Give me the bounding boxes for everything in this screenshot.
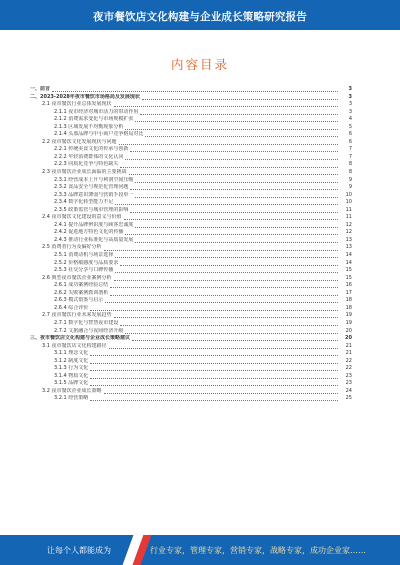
footer-tagline: 行业专家，管理专家，营销专家，战略专家，成功企业家…… (150, 546, 366, 555)
toc-entry-title: 3.1.4 物质文化 (54, 372, 89, 379)
toc-entry[interactable] (30, 131, 352, 139)
toc-entry-title: 2.3 夜市餐饮企业成长面临的主要挑战 (42, 169, 127, 176)
toc-dot-leader (135, 222, 338, 228)
toc-page-number: 5 (348, 123, 352, 130)
toc-page-number: 9 (348, 176, 352, 183)
toc-dot-leader (140, 109, 338, 115)
toc-page-number: 6 (348, 131, 352, 138)
toc-page-number: 8 (348, 169, 352, 176)
toc-dot-leader (124, 214, 338, 220)
toc-dot-leader (90, 373, 338, 379)
toc-dot-leader (130, 146, 338, 152)
toc-entry[interactable] (30, 177, 352, 185)
toc-dot-leader (110, 290, 338, 296)
page-header (0, 0, 400, 30)
toc-entry[interactable] (30, 275, 352, 283)
toc-entry-title: 2.5.3 社交分享与口碑传播 (54, 267, 114, 274)
toc-dot-leader (119, 139, 338, 145)
toc-dot-leader (132, 335, 338, 341)
toc-entry-title: 3.1 夜市餐饮店文化构建路径 (42, 342, 107, 349)
toc-dot-leader (120, 260, 338, 266)
toc-entry[interactable] (30, 229, 352, 237)
toc-entry-title: 3.1.1 理念文化 (54, 350, 89, 357)
toc-page-number: 3 (348, 108, 352, 115)
toc-entry-title: 3.1.2 制度文化 (54, 357, 89, 364)
toc-entry-title: 2.4 夜市餐饮文化建设的意义与价值 (42, 214, 122, 221)
toc-entry[interactable] (30, 328, 352, 336)
toc-entry-title: 2.5.1 消费动机与场景选择 (54, 252, 114, 259)
toc-dot-leader (110, 282, 338, 288)
toc-entry-title: 2.4.2 促进地方特色文化的传播 (54, 229, 124, 236)
toc-dot-leader (120, 162, 338, 168)
toc-entry[interactable] (30, 222, 352, 230)
toc-entry-title: 2.7.1 数字化与智慧夜市建设 (54, 319, 119, 326)
toc-entry[interactable] (30, 169, 352, 177)
toc-page-number: 12 (345, 221, 352, 228)
toc-page-number: 17 (345, 289, 352, 296)
toc-dot-leader (109, 343, 338, 349)
toc-dot-leader (125, 229, 338, 235)
toc-page-number: 10 (345, 191, 352, 198)
toc-dot-leader (125, 154, 338, 160)
toc-dot-leader (114, 275, 338, 281)
toc-page-number: 12 (345, 229, 352, 236)
toc-dot-leader (125, 124, 338, 130)
toc-entry[interactable] (30, 365, 352, 373)
toc-entry-title: 2.2.1 传统美食文化的传承与创新 (54, 146, 129, 153)
toc-page-number: 14 (345, 259, 352, 266)
toc-entry-title: 2.7 夜市餐饮行业未来发展趋势 (42, 312, 112, 319)
toc-page-number: 19 (345, 312, 352, 319)
toc-entry[interactable] (30, 207, 352, 215)
toc-entry[interactable] (30, 192, 352, 200)
toc-page-number: 23 (345, 372, 352, 379)
toc-entry[interactable] (30, 199, 352, 207)
toc-entry-title: 3.2.1 经营策略 (54, 395, 89, 402)
toc-page-number: 20 (345, 335, 352, 342)
toc-dot-leader (130, 184, 338, 190)
toc-dot-leader (90, 350, 338, 356)
toc-entry-title: 2.2.3 同质化竞争与特色缺失 (54, 161, 119, 168)
toc-entry-title: 3.2 夜市餐饮企业成长策略 (42, 387, 102, 394)
toc-entry-title: 2.4.3 推动行业标准化与高质量发展 (54, 236, 134, 243)
toc-dot-leader (135, 192, 338, 198)
report-title: 夜市餐饮店文化构建与企业成长策略研究报告 (93, 11, 307, 23)
toc-entry[interactable] (30, 395, 352, 403)
toc-entry-title: 2.6.1 成功案例经验总结 (54, 282, 109, 289)
toc-entry-title: 2.7.2 文旅融合与夜间经济升级 (54, 327, 124, 334)
toc-page-number: 11 (345, 214, 352, 221)
toc-entry[interactable] (30, 290, 352, 298)
toc-entry[interactable] (30, 139, 352, 147)
toc-page-number: 8 (348, 161, 352, 168)
toc-dot-leader (114, 101, 338, 107)
page-footer (0, 535, 400, 565)
toc-page-number: 24 (345, 387, 352, 394)
table-of-contents (30, 86, 352, 403)
toc-entry-title: 2.1.2 消费需求变化与市场规模扩张 (54, 116, 134, 123)
toc-dot-leader (142, 94, 338, 100)
toc-entry[interactable] (30, 184, 352, 192)
toc-page-number: 15 (345, 267, 352, 274)
toc-dot-leader (115, 199, 338, 205)
toc-dot-leader (135, 116, 338, 122)
toc-entry[interactable] (30, 101, 352, 109)
toc-entry[interactable] (30, 94, 352, 102)
toc-entry[interactable] (30, 305, 352, 313)
toc-entry-title: 2.1.4 头部品牌与中小商户竞争格局对比 (54, 131, 144, 138)
toc-entry[interactable] (30, 146, 352, 154)
toc-dot-leader (129, 169, 338, 175)
toc-page-number: 15 (345, 274, 352, 281)
toc-entry-title: 2.2.2 年轻消费群体的文化认同 (54, 153, 124, 160)
toc-entry[interactable] (30, 358, 352, 366)
toc-entry-title: 2.4.1 提升品牌辨识度与顾客忠诚度 (54, 221, 134, 228)
toc-entry-title: 2.1.3 区域发展不均衡现象分析 (54, 123, 124, 130)
toc-page-number: 13 (345, 244, 352, 251)
toc-dot-leader (104, 245, 338, 251)
toc-entry[interactable] (30, 260, 352, 268)
toc-dot-leader (114, 312, 338, 318)
toc-page-number: 18 (345, 297, 352, 304)
toc-entry-title: 一、前言 (30, 86, 51, 92)
toc-page-number: 16 (345, 282, 352, 289)
toc-dot-leader (90, 305, 338, 311)
toc-page-number: 22 (345, 357, 352, 364)
toc-dot-leader (52, 86, 338, 92)
toc-entry-title: 3.1.5 品牌文化 (54, 380, 89, 387)
toc-page-number: 11 (345, 206, 352, 213)
toc-dot-leader (90, 365, 338, 371)
toc-entry[interactable] (30, 320, 352, 328)
toc-entry-title: 三、夜市餐饮店文化构建与企业成长策略建议 (30, 335, 131, 342)
toc-entry-title: 2.3.2 食品安全与规范化管理问题 (54, 184, 129, 191)
toc-dot-leader (104, 388, 338, 394)
toc-entry[interactable] (30, 244, 352, 252)
toc-dot-leader (125, 328, 338, 334)
toc-entry-title: 2.3.4 数字化转型能力不足 (54, 199, 114, 206)
toc-entry-title: 二、2023-2028年夜市餐饮市场格局及发展现状 (30, 93, 140, 100)
toc-entry[interactable] (30, 252, 352, 260)
toc-entry[interactable] (30, 116, 352, 124)
toc-dot-leader (115, 252, 338, 258)
toc-page-number: 23 (345, 380, 352, 387)
toc-page-number: 18 (345, 304, 352, 311)
toc-entry[interactable] (30, 267, 352, 275)
toc-page-number: 3 (348, 93, 352, 100)
toc-dot-leader (135, 237, 338, 243)
toc-entry[interactable] (30, 161, 352, 169)
toc-page-number: 3 (348, 101, 352, 108)
toc-dot-leader (105, 297, 338, 303)
toc-entry-title: 2.3.3 品牌意识薄弱与营销手段单一 (54, 191, 134, 198)
toc-entry[interactable] (30, 214, 352, 222)
toc-page-number: 10 (345, 199, 352, 206)
toc-page-number: 20 (345, 327, 352, 334)
toc-entry-title: 2.5 消费者行为及偏好分析 (42, 244, 102, 251)
toc-entry-title: 2.6 典型夜市餐饮企业案例分析 (42, 274, 112, 281)
toc-dot-leader (130, 207, 338, 213)
toc-entry[interactable] (30, 154, 352, 162)
toc-entry-title: 2.1 夜市餐饮行业总体发展现状 (42, 101, 112, 108)
toc-entry[interactable] (30, 109, 352, 117)
toc-dot-leader (115, 267, 338, 273)
toc-page-number: 4 (348, 116, 352, 123)
toc-page-number: 9 (348, 184, 352, 191)
toc-entry[interactable] (30, 335, 352, 343)
toc-dot-leader (145, 131, 338, 137)
toc-entry-title: 2.6.3 模式借鉴与启示 (54, 297, 104, 304)
toc-page-number: 7 (348, 146, 352, 153)
toc-entry[interactable] (30, 237, 352, 245)
toc-page-number: 3 (348, 86, 352, 92)
toc-entry[interactable] (30, 380, 352, 388)
toc-page-number: 13 (345, 236, 352, 243)
toc-page-number: 14 (345, 252, 352, 259)
footer-slogan: 让每个人都能成为 (47, 546, 111, 555)
toc-page-number: 6 (348, 138, 352, 145)
toc-entry[interactable] (30, 388, 352, 396)
toc-entry-title: 2.3.5 政策监管与城市管理的影响 (54, 206, 129, 213)
toc-entry[interactable] (30, 373, 352, 381)
toc-page-number: 22 (345, 365, 352, 372)
toc-entry-title: 3.1.3 行为文化 (54, 365, 89, 372)
toc-entry-title: 2.5.2 价格敏感度与品质要求 (54, 259, 119, 266)
toc-entry-title: 2.6.2 失败案例教训剖析 (54, 289, 109, 296)
toc-entry[interactable] (30, 297, 352, 305)
toc-entry[interactable] (30, 86, 352, 94)
toc-entry-title: 2.6.4 综合评价 (54, 304, 89, 311)
toc-entry-title: 2.3.1 经营成本上升与利润空间压缩 (54, 176, 134, 183)
toc-page-number: 25 (345, 395, 352, 402)
toc-dot-leader (90, 395, 338, 401)
toc-entry-title: 2.2 夜市餐饮文化发展现状与问题 (42, 138, 117, 145)
toc-heading: 内容目录 (170, 57, 229, 72)
toc-entry[interactable] (30, 312, 352, 320)
toc-page-number: 7 (348, 153, 352, 160)
toc-dot-leader (90, 380, 338, 386)
toc-page-number: 19 (345, 319, 352, 326)
toc-entry[interactable] (30, 282, 352, 290)
toc-page-number: 21 (345, 342, 352, 349)
toc-dot-leader (120, 320, 338, 326)
toc-dot-leader (135, 177, 338, 183)
toc-entry[interactable] (30, 124, 352, 132)
toc-entry[interactable] (30, 350, 352, 358)
toc-entry-title: 2.1.1 夜市经济对城市活力的带动作用 (54, 108, 139, 115)
toc-dot-leader (90, 358, 338, 364)
toc-entry[interactable] (30, 343, 352, 351)
toc-page-number: 21 (345, 350, 352, 357)
